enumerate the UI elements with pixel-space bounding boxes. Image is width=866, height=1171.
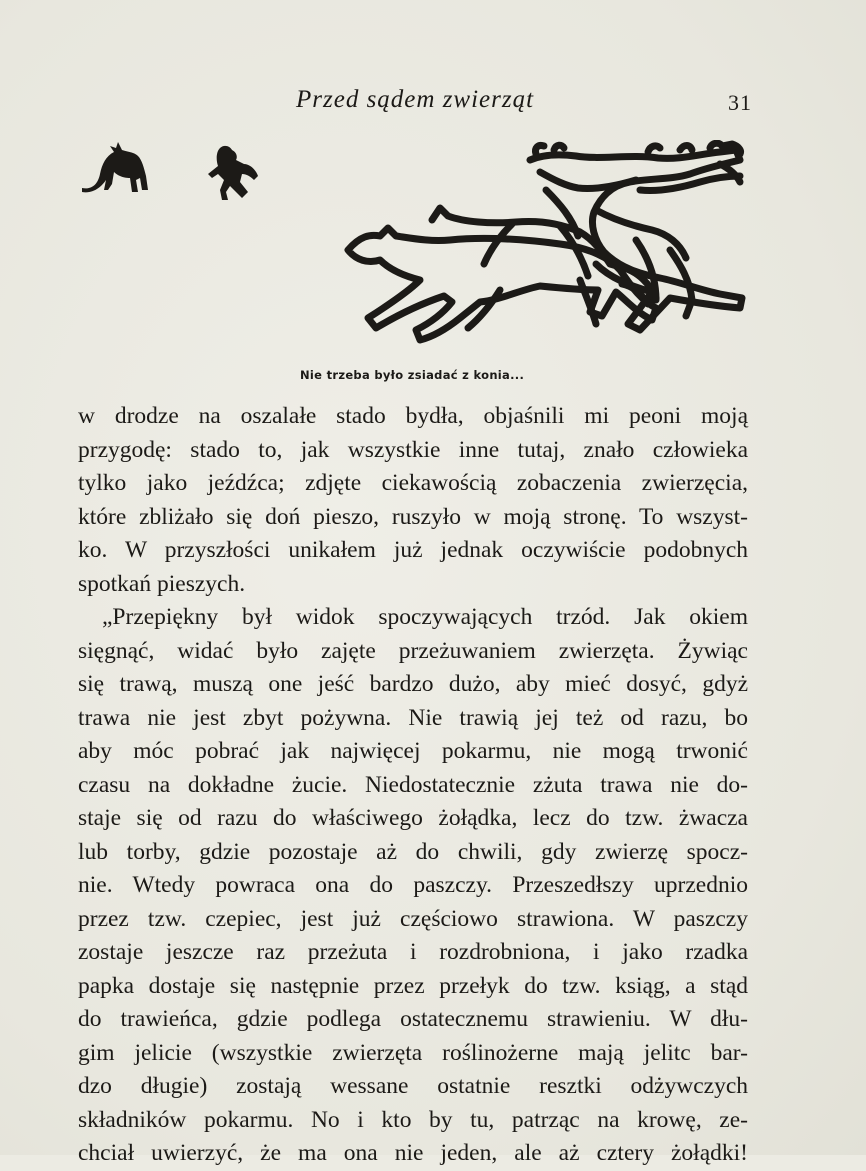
text-line: składników pokarmu. No i kto by tu, patrząc na krowę, ze-: [78, 1106, 748, 1133]
text-line: trawa nie jest zbyt pożywna. Nie trawią jej też od razu, bo: [78, 704, 748, 731]
text-line: „Przepiękny był widok spoczywających trzód. Jak okiem: [102, 604, 748, 630]
small-animals-illustration: [78, 134, 278, 204]
cattle-herd-illustration: [340, 140, 750, 350]
text-line: dzo długie) zostają wessane ostatnie resztki odżywczych: [78, 1073, 748, 1099]
text-line: w drodze na oszalałe stado bydła, objaśnili mi peoni moją: [78, 403, 748, 429]
text-line: nie. Wtedy powraca ona do paszczy. Przeszedłszy uprzednio: [78, 872, 748, 898]
text-line: które zbliżało się doń pieszo, ruszyło w moją stronę. To wszyst-: [78, 503, 748, 530]
dog-silhouette: [82, 142, 148, 192]
text-line: przez tzw. czepiec, jest już częściowo strawiona. W paszczy: [78, 905, 748, 932]
paragraph-1: [78, 400, 748, 601]
text-line: tylko jako jeźdźca; zdjęte ciekawością zobaczenia zwierzęcia,: [78, 470, 748, 496]
running-head: [0, 82, 866, 122]
text-line: przygodę: stado to, jak wszystkie inne tutaj, znało człowieka: [78, 436, 748, 463]
running-title: Przed sądem zwierząt: [296, 86, 535, 113]
page-number: 31: [728, 90, 752, 115]
text-line: lub torby, gdzie pozostaje aż do chwili, gdy zwierzę spocz-: [78, 838, 748, 865]
body-text: [78, 400, 748, 1171]
text-line: czasu na dokładne żucie. Niedostatecznie zżuta trawa nie do-: [78, 771, 748, 798]
text-line: staje się od razu do właściwego żołądka, lecz do tzw. żwacza: [78, 805, 748, 831]
monkey-silhouette: [208, 146, 258, 200]
illustration-caption: Nie trzeba było zsiadać z konia...: [300, 368, 525, 382]
text-line: gim jelicie (wszystkie zwierzęta roślinożerne mają jelitc bar-: [78, 1039, 748, 1066]
text-line: się trawą, muszą one jeść bardzo dużo, aby mieć dosyć, gdyż: [78, 671, 748, 697]
text-line: zostaje jeszcze raz przeżuta i rozdrobniona, i jako rzadka: [78, 939, 748, 965]
text-line: do trawieńca, gdzie podlega ostatecznemu strawieniu. W dłu-: [78, 1006, 748, 1032]
text-line: sięgnąć, widać było zajęte przeżuwaniem zwierzęta. Żywiąc: [78, 637, 748, 664]
paragraph-2: [78, 601, 748, 1171]
text-line: spotkań pieszych.: [78, 570, 246, 597]
text-line: papka dostaje się następnie przez przełyk do tzw. ksiąg, a stąd: [78, 972, 748, 999]
text-line: chciał uwierzyć, że ma ona nie jeden, ale aż cztery żołądki!: [78, 1140, 748, 1166]
text-line: ko. W przyszłości unikałem już jednak oczywiście podobnych: [78, 537, 748, 563]
text-line: aby móc pobrać jak najwięcej pokarmu, nie mogą trwonić: [78, 738, 748, 764]
